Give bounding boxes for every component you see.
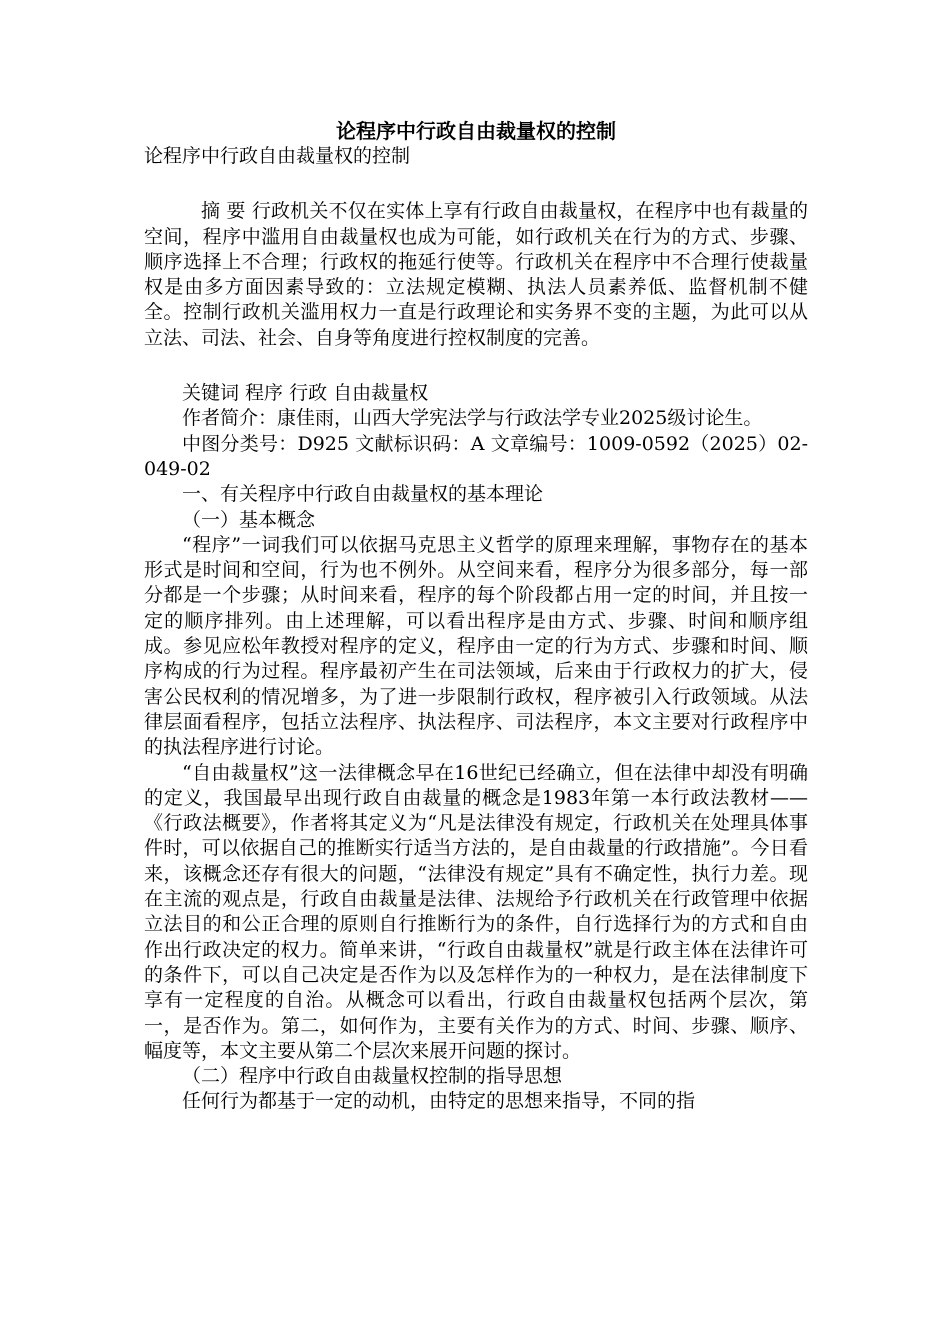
abstract-paragraph: 摘 要 行政机关不仅在实体上享有行政自由裁量权，在程序中也有裁量的空间，程序中滥用自由裁量权也成为可能，如行政机关在行为的方式、步骤、顺序选择上不合理；行政权的拖延行使等。行政机关在程序中不合理行使裁量权是由多方面因素导致的：立法规定模糊、执法人员素养低、监督机制不健全。控制行政机关滥用权力一直是行政理论和实务界不变的主题，为此可以从立法、司法、社会、自身等角度进行控权制度的完善。	[144, 200, 808, 349]
spacer	[144, 351, 808, 381]
spacer	[144, 169, 808, 199]
body-paragraph-3: 任何行为都基于一定的动机，由特定的思想来指导，不同的指	[182, 1090, 696, 1113]
classification-info: 中图分类号：D925 文献标识码：A 文章编号：1009-0592（2025）02-049-02	[144, 432, 808, 480]
body-paragraph-1: “程序”一词我们可以依据马克思主义哲学的原理来理解，事物存在的基本形式是时间和空间，行为也不例外。从空间来看，程序分为很多部分，每一部分都是一个步骤；从时间来看，程序的每个阶段都占用一定的时间，并且按一定的顺序排列。由上述理解，可以看出程序是由方式、步骤、时间和顺序组成。参见应松年教授对程序的定义，程序由一定的行为方式、步骤和时间、顺序构成的行为过程。程序最初产生在司法领域，后来由于行政权力的扩大，侵害公民权利的情况增多，为了进一步限制行政权，程序被引入行政领域。从法律层面看程序，包括立法程序、执法程序、司法程序，本文主要对行政程序中的执法程序进行讨论。	[144, 533, 808, 759]
body-paragraph-2: “自由裁量权”这一法律概念早在16世纪已经确立，但在法律中却没有明确的定义，我国最早出现行政自由裁量的概念是1983年第一本行政法教材——《行政法概要》，作者将其定义为“凡是法律没有规定，行政机关在处理具体事件时，可以依据自己的推断实行适当方法的，是自由裁量的行政措施”。今日看来，该概念还存有很大的问题，“法律没有规定”具有不确定性，执行力差。现在主流的观点是，行政自由裁量是法律、法规给予行政机关在行政管理中依据立法目的和公正合理的原则自行推断行为的条件，自行选择行为的方式和自由作出行政决定的权力。简单来讲，“行政自由裁量权”就是行政主体在法律许可的条件下，可以自己决定是否作为以及怎样作为的一种权力，是在法律制度下享有一定程度的自治。从概念可以看出，行政自由裁量权包括两个层次，第一，是否作为。第二，如何作为，主要有关作为的方式、时间、步骤、顺序、幅度等，本文主要从第二个层次来展开问题的探讨。	[144, 761, 808, 1062]
document-subtitle: 论程序中行政自由裁量权的控制	[144, 145, 411, 167]
subsection-heading-1-1: （一）基本概念	[182, 508, 316, 531]
subsection-heading-1-2: （二）程序中行政自由裁量权控制的指导思想	[182, 1065, 563, 1088]
document-page	[144, 118, 808, 1115]
author-info: 作者简介：康佳雨，山西大学宪法学与行政法学专业2025级讨论生。	[182, 407, 763, 430]
document-title: 论程序中行政自由裁量权的控制	[336, 119, 616, 143]
section-heading-1: 一、有关程序中行政自由裁量权的基本理论	[182, 483, 544, 506]
keywords-line: 关键词 程序 行政 自由裁量权	[182, 382, 429, 405]
